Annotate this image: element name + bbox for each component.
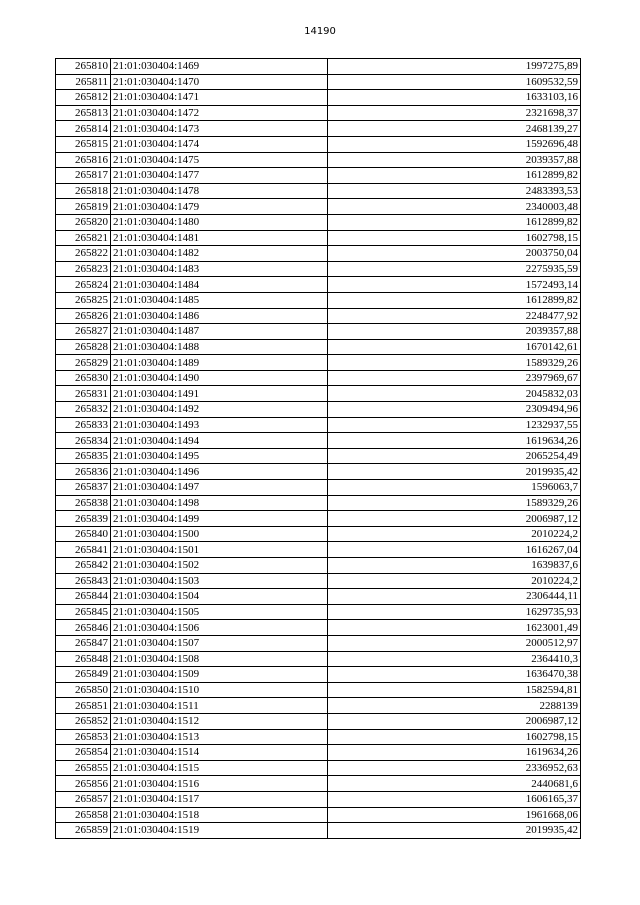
value-cell: 2468139,27 bbox=[328, 121, 581, 137]
value-cell: 1619634,26 bbox=[328, 433, 581, 449]
table-row bbox=[56, 230, 581, 246]
cadastral-number-cell: 21:01:030404:1511 bbox=[111, 698, 328, 714]
row-number-cell: 265815 bbox=[56, 136, 111, 152]
cadastral-number-cell: 21:01:030404:1500 bbox=[111, 526, 328, 542]
cadastral-number-cell: 21:01:030404:1488 bbox=[111, 339, 328, 355]
table-row bbox=[56, 651, 581, 667]
value-cell: 1582594,81 bbox=[328, 682, 581, 698]
table-row bbox=[56, 292, 581, 308]
value-cell: 2321698,37 bbox=[328, 105, 581, 121]
cadastral-number-cell: 21:01:030404:1491 bbox=[111, 386, 328, 402]
cadastral-number-cell: 21:01:030404:1471 bbox=[111, 90, 328, 106]
cadastral-number-cell: 21:01:030404:1487 bbox=[111, 324, 328, 340]
cadastral-number-cell: 21:01:030404:1490 bbox=[111, 370, 328, 386]
table-row bbox=[56, 558, 581, 574]
cadastral-number-cell: 21:01:030404:1496 bbox=[111, 464, 328, 480]
value-cell: 1612899,82 bbox=[328, 214, 581, 230]
cadastral-number-cell: 21:01:030404:1507 bbox=[111, 635, 328, 651]
row-number-cell: 265852 bbox=[56, 713, 111, 729]
value-cell: 1602798,15 bbox=[328, 230, 581, 246]
table-row bbox=[56, 246, 581, 262]
row-number-cell: 265823 bbox=[56, 261, 111, 277]
row-number-cell: 265824 bbox=[56, 277, 111, 293]
value-cell: 2309494,96 bbox=[328, 402, 581, 418]
cadastral-number-cell: 21:01:030404:1474 bbox=[111, 136, 328, 152]
value-cell: 2288139 bbox=[328, 698, 581, 714]
row-number-cell: 265849 bbox=[56, 667, 111, 683]
table-row bbox=[56, 480, 581, 496]
row-number-cell: 265831 bbox=[56, 386, 111, 402]
row-number-cell: 265843 bbox=[56, 573, 111, 589]
table-row bbox=[56, 823, 581, 839]
cadastral-number-cell: 21:01:030404:1518 bbox=[111, 807, 328, 823]
cadastral-number-cell: 21:01:030404:1470 bbox=[111, 74, 328, 90]
cadastral-number-cell: 21:01:030404:1504 bbox=[111, 589, 328, 605]
table-row bbox=[56, 511, 581, 527]
row-number-cell: 265851 bbox=[56, 698, 111, 714]
table-row bbox=[56, 324, 581, 340]
cadastral-number-cell: 21:01:030404:1497 bbox=[111, 480, 328, 496]
table-row bbox=[56, 261, 581, 277]
value-cell: 2039357,88 bbox=[328, 152, 581, 168]
row-number-cell: 265811 bbox=[56, 74, 111, 90]
table-row bbox=[56, 90, 581, 106]
table-row bbox=[56, 635, 581, 651]
row-number-cell: 265817 bbox=[56, 168, 111, 184]
value-cell: 2019935,42 bbox=[328, 464, 581, 480]
value-cell: 2003750,04 bbox=[328, 246, 581, 262]
value-cell: 1670142,61 bbox=[328, 339, 581, 355]
table-row bbox=[56, 214, 581, 230]
value-cell: 2248477,92 bbox=[328, 308, 581, 324]
value-cell: 1589329,26 bbox=[328, 355, 581, 371]
table-row bbox=[56, 168, 581, 184]
row-number-cell: 265832 bbox=[56, 402, 111, 418]
value-cell: 2000512,97 bbox=[328, 635, 581, 651]
value-cell: 2336952,63 bbox=[328, 760, 581, 776]
value-cell: 2340003,48 bbox=[328, 199, 581, 215]
cadastral-number-cell: 21:01:030404:1478 bbox=[111, 183, 328, 199]
cadastral-number-cell: 21:01:030404:1505 bbox=[111, 604, 328, 620]
table-row bbox=[56, 604, 581, 620]
row-number-cell: 265819 bbox=[56, 199, 111, 215]
table-row bbox=[56, 495, 581, 511]
cadastral-number-cell: 21:01:030404:1493 bbox=[111, 417, 328, 433]
table-row bbox=[56, 698, 581, 714]
row-number-cell: 265854 bbox=[56, 745, 111, 761]
row-number-cell: 265839 bbox=[56, 511, 111, 527]
row-number-cell: 265856 bbox=[56, 776, 111, 792]
table-row bbox=[56, 589, 581, 605]
row-number-cell: 265828 bbox=[56, 339, 111, 355]
cadastral-number-cell: 21:01:030404:1501 bbox=[111, 542, 328, 558]
page-number: 14190 bbox=[304, 26, 336, 37]
table-row bbox=[56, 791, 581, 807]
value-cell: 1619634,26 bbox=[328, 745, 581, 761]
value-cell: 2483393,53 bbox=[328, 183, 581, 199]
row-number-cell: 265842 bbox=[56, 558, 111, 574]
cadastral-number-cell: 21:01:030404:1519 bbox=[111, 823, 328, 839]
table-row bbox=[56, 308, 581, 324]
cadastral-number-cell: 21:01:030404:1486 bbox=[111, 308, 328, 324]
value-cell: 1629735,93 bbox=[328, 604, 581, 620]
value-cell: 1602798,15 bbox=[328, 729, 581, 745]
row-number-cell: 265836 bbox=[56, 464, 111, 480]
cadastral-number-cell: 21:01:030404:1515 bbox=[111, 760, 328, 776]
row-number-cell: 265859 bbox=[56, 823, 111, 839]
row-number-cell: 265834 bbox=[56, 433, 111, 449]
value-cell: 2039357,88 bbox=[328, 324, 581, 340]
cadastral-number-cell: 21:01:030404:1469 bbox=[111, 59, 328, 75]
row-number-cell: 265821 bbox=[56, 230, 111, 246]
row-number-cell: 265813 bbox=[56, 105, 111, 121]
table-row bbox=[56, 199, 581, 215]
row-number-cell: 265825 bbox=[56, 292, 111, 308]
row-number-cell: 265829 bbox=[56, 355, 111, 371]
table-row bbox=[56, 542, 581, 558]
table-row bbox=[56, 339, 581, 355]
table-row bbox=[56, 136, 581, 152]
table-row bbox=[56, 807, 581, 823]
row-number-cell: 265822 bbox=[56, 246, 111, 262]
row-number-cell: 265818 bbox=[56, 183, 111, 199]
cadastral-number-cell: 21:01:030404:1508 bbox=[111, 651, 328, 667]
row-number-cell: 265814 bbox=[56, 121, 111, 137]
cadastral-number-cell: 21:01:030404:1514 bbox=[111, 745, 328, 761]
row-number-cell: 265845 bbox=[56, 604, 111, 620]
table-row bbox=[56, 277, 581, 293]
row-number-cell: 265846 bbox=[56, 620, 111, 636]
cadastral-number-cell: 21:01:030404:1498 bbox=[111, 495, 328, 511]
table-row bbox=[56, 776, 581, 792]
row-number-cell: 265850 bbox=[56, 682, 111, 698]
value-cell: 1232937,55 bbox=[328, 417, 581, 433]
value-cell: 2364410,3 bbox=[328, 651, 581, 667]
cadastral-number-cell: 21:01:030404:1499 bbox=[111, 511, 328, 527]
value-cell: 1961668,06 bbox=[328, 807, 581, 823]
value-cell: 2006987,12 bbox=[328, 511, 581, 527]
row-number-cell: 265848 bbox=[56, 651, 111, 667]
value-cell: 2397969,67 bbox=[328, 370, 581, 386]
value-cell: 1589329,26 bbox=[328, 495, 581, 511]
row-number-cell: 265837 bbox=[56, 480, 111, 496]
value-cell: 2019935,42 bbox=[328, 823, 581, 839]
row-number-cell: 265830 bbox=[56, 370, 111, 386]
table-row bbox=[56, 682, 581, 698]
table-row bbox=[56, 433, 581, 449]
value-cell: 1616267,04 bbox=[328, 542, 581, 558]
cadastral-number-cell: 21:01:030404:1477 bbox=[111, 168, 328, 184]
table-row bbox=[56, 448, 581, 464]
value-cell: 2045832,03 bbox=[328, 386, 581, 402]
row-number-cell: 265858 bbox=[56, 807, 111, 823]
cadastral-number-cell: 21:01:030404:1510 bbox=[111, 682, 328, 698]
value-cell: 2006987,12 bbox=[328, 713, 581, 729]
cadastral-number-cell: 21:01:030404:1479 bbox=[111, 199, 328, 215]
row-number-cell: 265820 bbox=[56, 214, 111, 230]
value-cell: 1612899,82 bbox=[328, 168, 581, 184]
cadastral-number-cell: 21:01:030404:1480 bbox=[111, 214, 328, 230]
value-cell: 1606165,37 bbox=[328, 791, 581, 807]
cadastral-number-cell: 21:01:030404:1484 bbox=[111, 277, 328, 293]
value-cell: 2306444,11 bbox=[328, 589, 581, 605]
cadastral-number-cell: 21:01:030404:1483 bbox=[111, 261, 328, 277]
table-row bbox=[56, 370, 581, 386]
value-cell: 1633103,16 bbox=[328, 90, 581, 106]
value-cell: 1572493,14 bbox=[328, 277, 581, 293]
value-cell: 2065254,49 bbox=[328, 448, 581, 464]
cadastral-number-cell: 21:01:030404:1516 bbox=[111, 776, 328, 792]
table-row bbox=[56, 121, 581, 137]
row-number-cell: 265835 bbox=[56, 448, 111, 464]
value-cell: 1609532,59 bbox=[328, 74, 581, 90]
table-row bbox=[56, 713, 581, 729]
row-number-cell: 265812 bbox=[56, 90, 111, 106]
table-row bbox=[56, 105, 581, 121]
row-number-cell: 265816 bbox=[56, 152, 111, 168]
table-row bbox=[56, 417, 581, 433]
cadastral-number-cell: 21:01:030404:1472 bbox=[111, 105, 328, 121]
table-row bbox=[56, 573, 581, 589]
table-row bbox=[56, 464, 581, 480]
cadastral-number-cell: 21:01:030404:1473 bbox=[111, 121, 328, 137]
row-number-cell: 265827 bbox=[56, 324, 111, 340]
cadastral-number-cell: 21:01:030404:1475 bbox=[111, 152, 328, 168]
value-cell: 1636470,38 bbox=[328, 667, 581, 683]
cadastral-number-cell: 21:01:030404:1485 bbox=[111, 292, 328, 308]
table-row bbox=[56, 355, 581, 371]
row-number-cell: 265826 bbox=[56, 308, 111, 324]
value-cell: 2010224,2 bbox=[328, 573, 581, 589]
row-number-cell: 265840 bbox=[56, 526, 111, 542]
row-number-cell: 265841 bbox=[56, 542, 111, 558]
records-table bbox=[55, 58, 581, 839]
cadastral-number-cell: 21:01:030404:1494 bbox=[111, 433, 328, 449]
cadastral-number-cell: 21:01:030404:1492 bbox=[111, 402, 328, 418]
row-number-cell: 265838 bbox=[56, 495, 111, 511]
value-cell: 1612899,82 bbox=[328, 292, 581, 308]
value-cell: 1639837,6 bbox=[328, 558, 581, 574]
cadastral-number-cell: 21:01:030404:1482 bbox=[111, 246, 328, 262]
cadastral-number-cell: 21:01:030404:1509 bbox=[111, 667, 328, 683]
cadastral-number-cell: 21:01:030404:1506 bbox=[111, 620, 328, 636]
cadastral-number-cell: 21:01:030404:1503 bbox=[111, 573, 328, 589]
table-row bbox=[56, 729, 581, 745]
value-cell: 1997275,89 bbox=[328, 59, 581, 75]
cadastral-number-cell: 21:01:030404:1512 bbox=[111, 713, 328, 729]
cadastral-number-cell: 21:01:030404:1513 bbox=[111, 729, 328, 745]
row-number-cell: 265857 bbox=[56, 791, 111, 807]
cadastral-number-cell: 21:01:030404:1481 bbox=[111, 230, 328, 246]
table-row bbox=[56, 152, 581, 168]
table-row bbox=[56, 402, 581, 418]
table-row bbox=[56, 760, 581, 776]
row-number-cell: 265853 bbox=[56, 729, 111, 745]
table-row bbox=[56, 59, 581, 75]
row-number-cell: 265847 bbox=[56, 635, 111, 651]
table-row bbox=[56, 183, 581, 199]
table-row bbox=[56, 745, 581, 761]
cadastral-number-cell: 21:01:030404:1489 bbox=[111, 355, 328, 371]
cadastral-number-cell: 21:01:030404:1495 bbox=[111, 448, 328, 464]
row-number-cell: 265810 bbox=[56, 59, 111, 75]
value-cell: 2010224,2 bbox=[328, 526, 581, 542]
row-number-cell: 265855 bbox=[56, 760, 111, 776]
value-cell: 1596063,7 bbox=[328, 480, 581, 496]
table-row bbox=[56, 620, 581, 636]
value-cell: 2275935,59 bbox=[328, 261, 581, 277]
records-table-body bbox=[56, 59, 581, 839]
table-row bbox=[56, 386, 581, 402]
cadastral-number-cell: 21:01:030404:1517 bbox=[111, 791, 328, 807]
cadastral-number-cell: 21:01:030404:1502 bbox=[111, 558, 328, 574]
value-cell: 1592696,48 bbox=[328, 136, 581, 152]
table-row bbox=[56, 667, 581, 683]
row-number-cell: 265833 bbox=[56, 417, 111, 433]
table-row bbox=[56, 74, 581, 90]
row-number-cell: 265844 bbox=[56, 589, 111, 605]
value-cell: 1623001,49 bbox=[328, 620, 581, 636]
table-row bbox=[56, 526, 581, 542]
value-cell: 2440681,6 bbox=[328, 776, 581, 792]
